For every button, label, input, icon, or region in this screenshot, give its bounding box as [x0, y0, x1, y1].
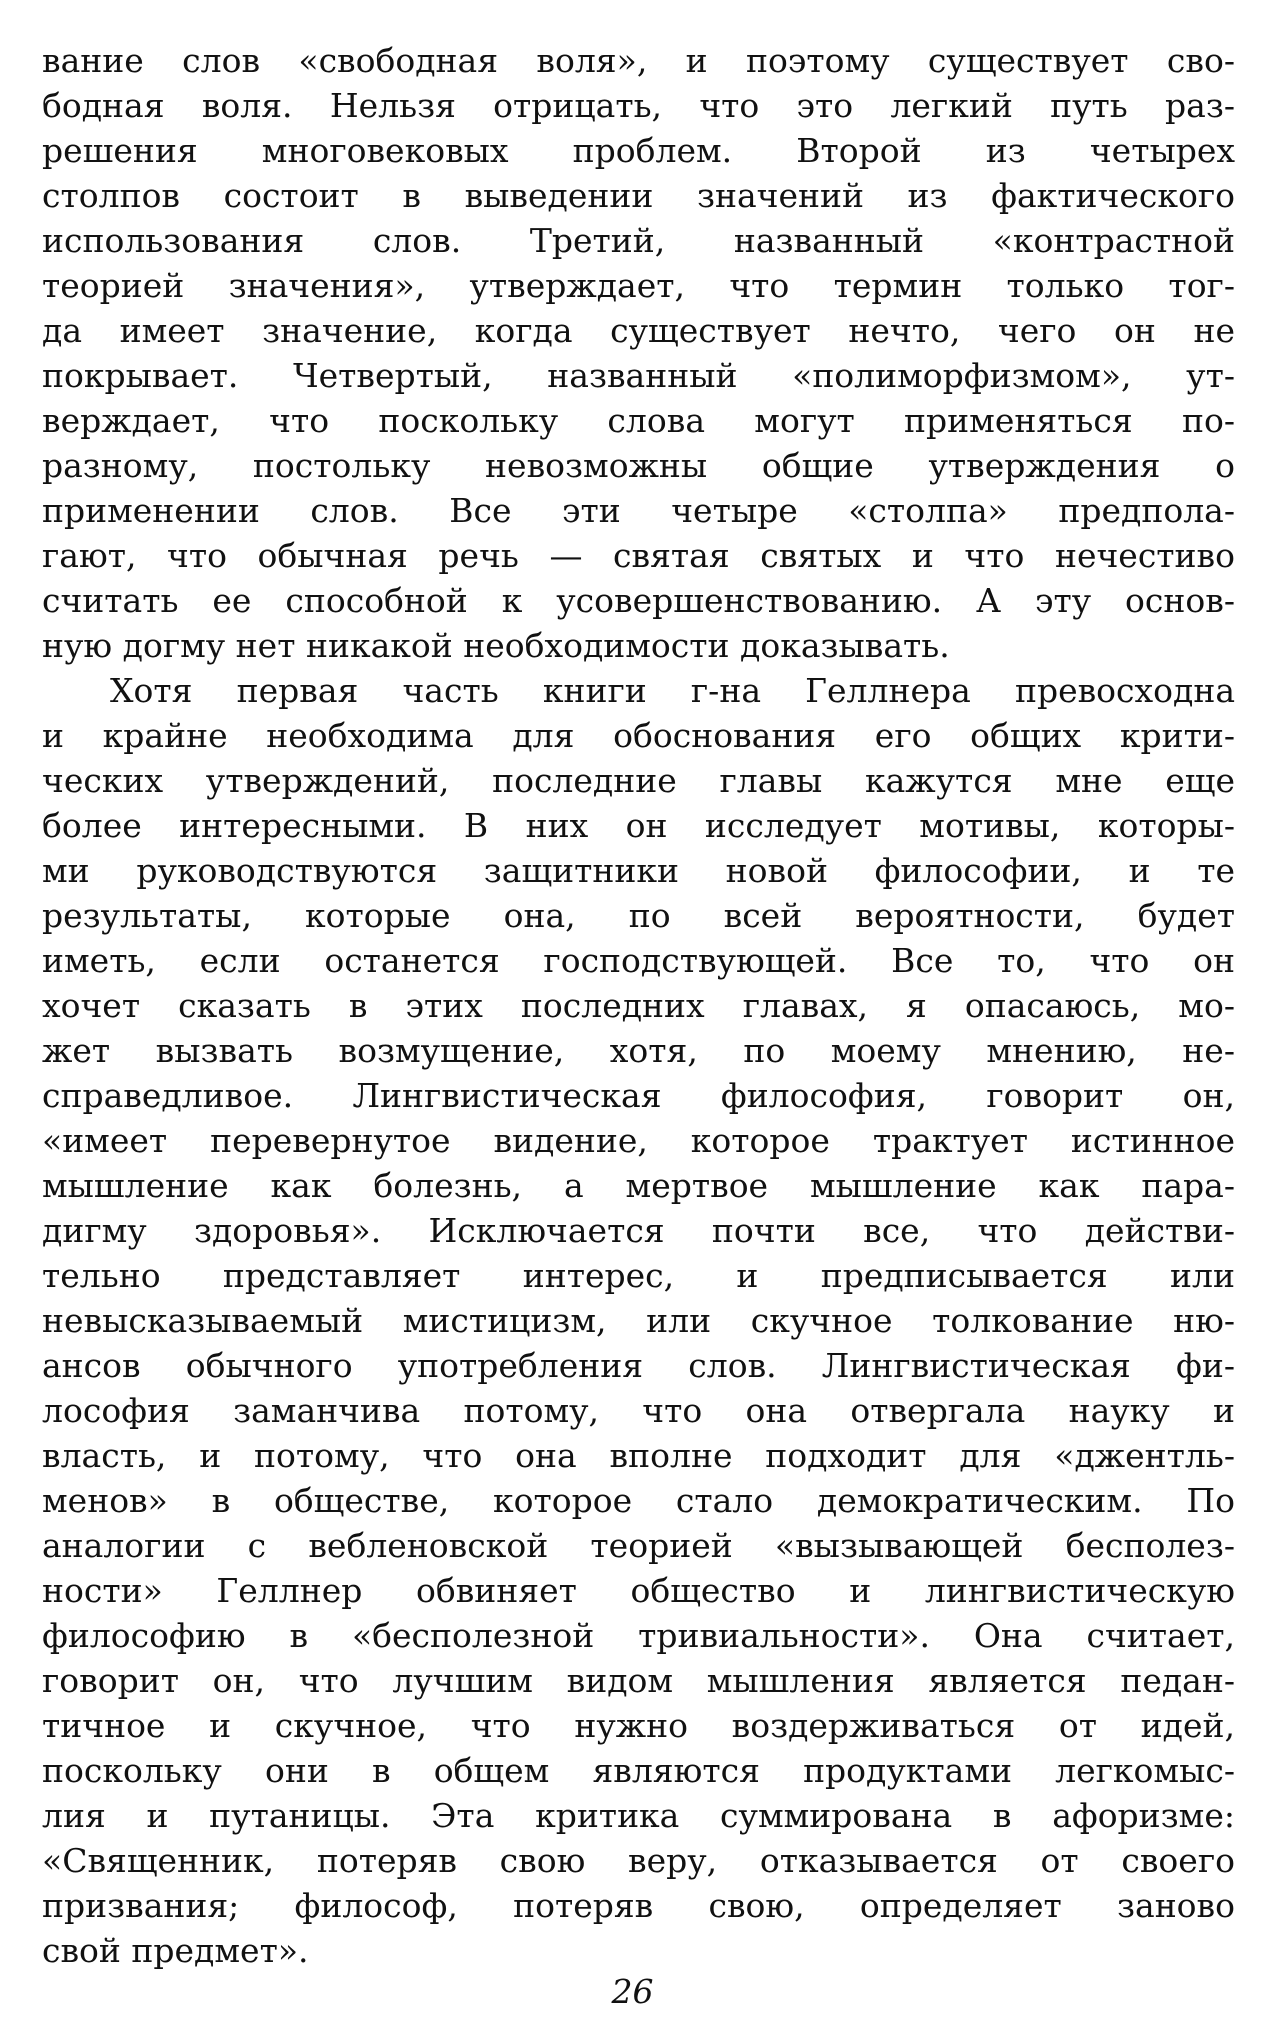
text-line: поскольку они в общем являются продуктами легкомыс- — [42, 1751, 1235, 1790]
text-line: мышление как болезнь, а мертвое мышление как пара- — [42, 1166, 1235, 1205]
text-line: хочет сказать в этих последних главах, я опасаюсь, мо- — [42, 986, 1235, 1025]
text-line: разному, постольку невозможны общие утверждения о — [42, 446, 1235, 485]
text-line: бодная воля. Нельзя отрицать, что это легкий путь раз- — [42, 86, 1235, 125]
text-line: тельно представляет интерес, и предписывается или — [42, 1256, 1235, 1295]
text-line: ную догму нет никакой необходимости доказывать. — [42, 626, 950, 665]
text-line: применении слов. Все эти четыре «столпа» предпола- — [42, 491, 1235, 530]
text-line: теорией значения», утверждает, что термин только тог- — [42, 266, 1235, 305]
text-line: призвания; философ, потеряв свою, определяет заново — [42, 1886, 1235, 1925]
text-line: использования слов. Третий, названный «контрастной — [42, 221, 1235, 260]
text-line: да имеет значение, когда существует нечто, чего он не — [42, 311, 1235, 350]
text-line: более интересными. В них он исследует мотивы, которы- — [42, 806, 1235, 845]
text-line: ности» Геллнер обвиняет общество и лингвистическую — [42, 1571, 1235, 1610]
text-line: аналогии с вебленовской теорией «вызывающей бесполез- — [42, 1526, 1235, 1565]
text-line: невысказываемый мистицизм, или скучное толкование ню- — [42, 1301, 1235, 1340]
text-line: менов» в обществе, которое стало демократическим. По — [42, 1481, 1235, 1520]
text-line: и крайне необходима для обоснования его общих крити- — [42, 716, 1235, 755]
text-line: столпов состоит в выведении значений из фактического — [42, 176, 1235, 215]
text-line: ансов обычного употребления слов. Лингвистическая фи- — [42, 1346, 1235, 1385]
text-line: свой предмет». — [42, 1931, 309, 1970]
text-line: дигму здоровья». Исключается почти все, что действи- — [42, 1211, 1235, 1250]
text-line: тичное и скучное, что нужно воздерживаться от идей, — [42, 1706, 1235, 1745]
text-line: решения многовековых проблем. Второй из четырех — [42, 131, 1235, 170]
text-line: власть, и потому, что она вполне подходит для «джентль- — [42, 1436, 1235, 1475]
text-line: вание слов «свободная воля», и поэтому существует сво- — [42, 41, 1235, 80]
text-line: покрывает. Четвертый, названный «полиморфизмом», ут- — [42, 356, 1235, 395]
text-line: жет вызвать возмущение, хотя, по моему мнению, не- — [42, 1031, 1235, 1070]
text-line: Хотя первая часть книги г-на Геллнера превосходна — [110, 671, 1235, 710]
paragraph — [42, 668, 1235, 1973]
text-line: ческих утверждений, последние главы кажутся мне еще — [42, 761, 1235, 800]
body-text — [42, 38, 1235, 1973]
text-line: лософия заманчива потому, что она отвергала науку и — [42, 1391, 1235, 1430]
text-line: иметь, если останется господствующей. Все то, что он — [42, 941, 1235, 980]
text-line: лия и путаницы. Эта критика суммирована в афоризме: — [42, 1796, 1235, 1835]
text-line: верждает, что поскольку слова могут применяться по- — [42, 401, 1235, 440]
text-line: ми руководствуются защитники новой философии, и те — [42, 851, 1235, 890]
text-line: «Священник, потеряв свою веру, отказывается от своего — [42, 1841, 1235, 1880]
text-line: считать ее способной к усовершенствованию. А эту основ- — [42, 581, 1235, 620]
text-line: говорит он, что лучшим видом мышления является педан- — [42, 1661, 1235, 1700]
page-number: 26 — [611, 1972, 654, 2011]
paragraph — [42, 38, 1235, 668]
text-line: гают, что обычная речь — святая святых и что нечестиво — [42, 536, 1235, 575]
text-line: результаты, которые она, по всей вероятности, будет — [42, 896, 1235, 935]
text-line: справедливое. Лингвистическая философия, говорит он, — [42, 1076, 1235, 1115]
text-line: «имеет перевернутое видение, которое трактует истинное — [42, 1121, 1235, 1160]
text-line: философию в «бесполезной тривиальности». Она считает, — [42, 1616, 1235, 1655]
